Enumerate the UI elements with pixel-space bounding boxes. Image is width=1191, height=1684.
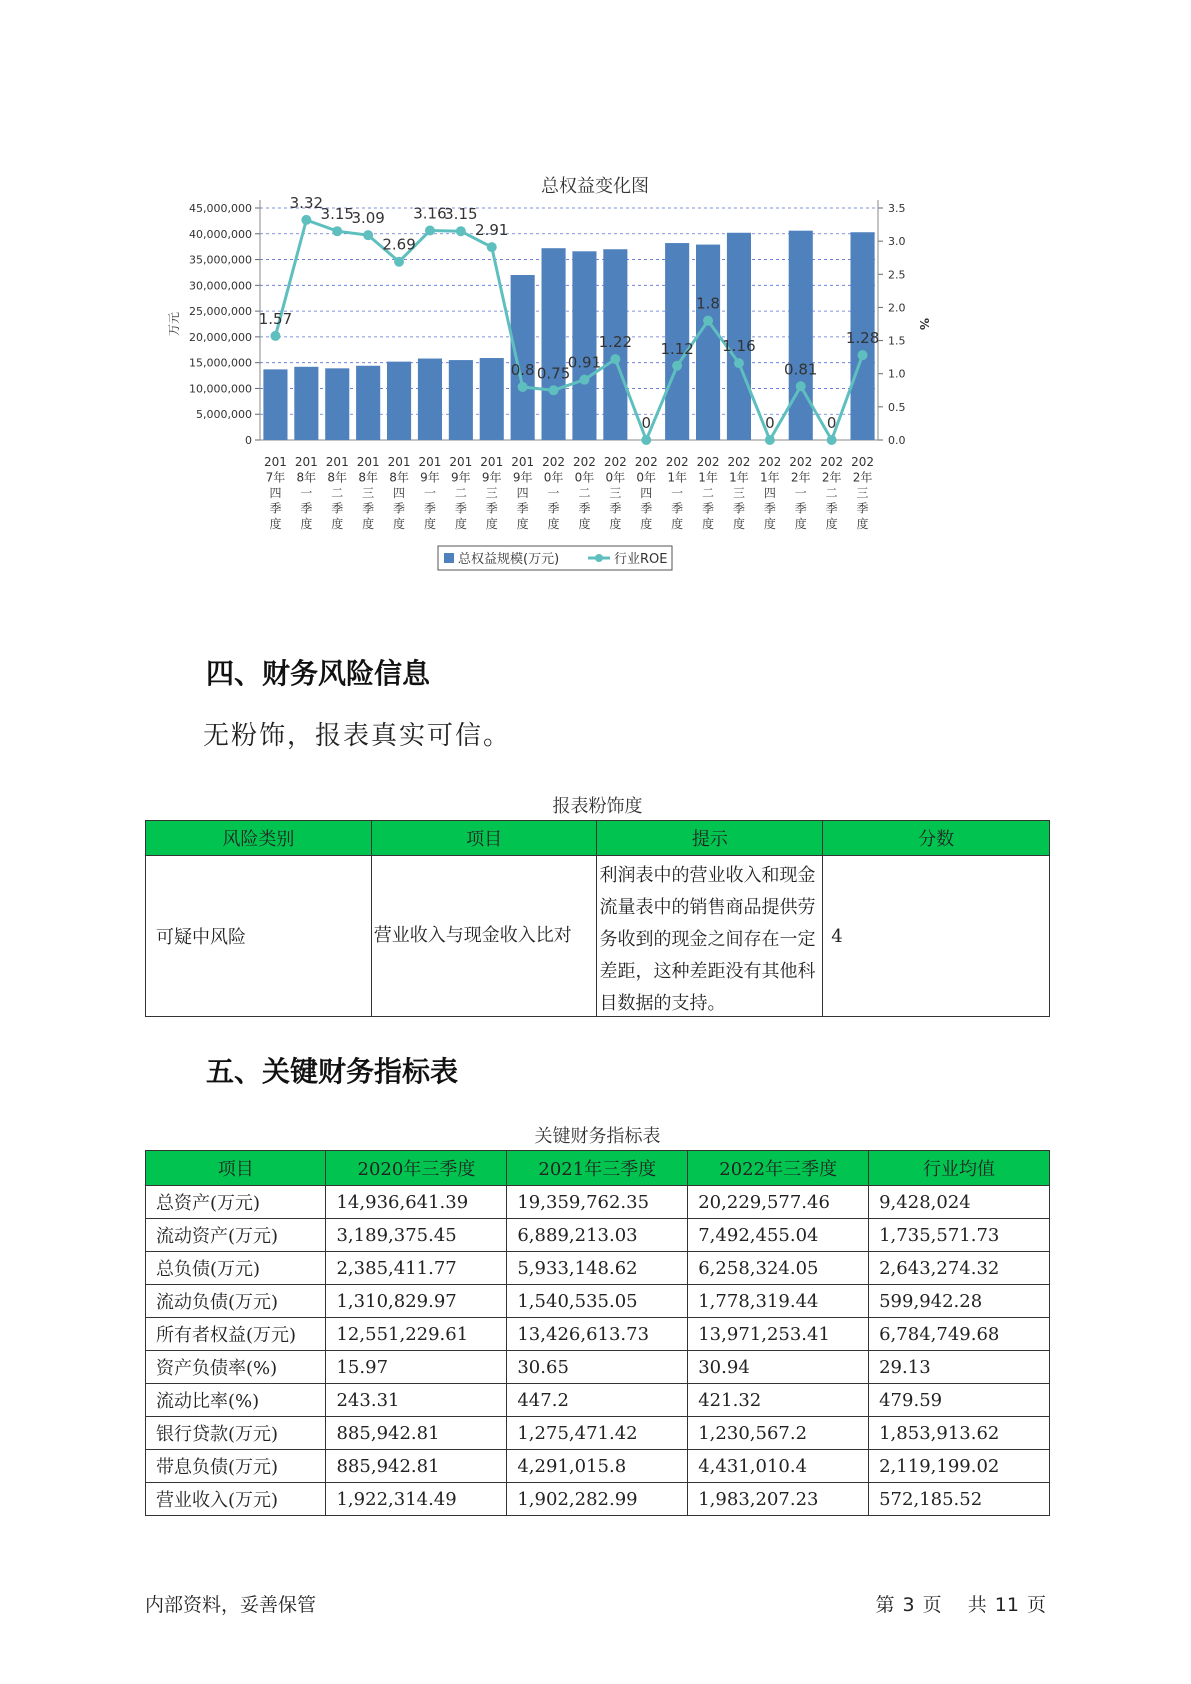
metric-value-cell: 572,185.52 xyxy=(869,1483,1050,1516)
x-tick-label: 度 xyxy=(547,517,560,531)
table-row xyxy=(146,1318,1050,1351)
x-tick-label: 一 xyxy=(300,486,313,500)
x-tick-label: 2年 xyxy=(821,470,842,485)
metric-value-cell: 447.2 xyxy=(507,1384,688,1417)
header-cell: 2021年三季度 xyxy=(507,1151,688,1186)
total-pages: 11 xyxy=(994,1594,1019,1616)
footer-confidential: 内部资料，妥善保管 xyxy=(145,1594,317,1616)
table-row xyxy=(146,1219,1050,1252)
x-tick-label: 201 xyxy=(480,455,504,469)
roe-data-label: 1.57 xyxy=(258,309,293,328)
metric-name-cell: 流动资产(万元) xyxy=(146,1219,326,1252)
metric-value-cell: 7,492,455.04 xyxy=(688,1219,869,1252)
x-tick-label: 1年 xyxy=(729,470,749,485)
x-tick-label: 季 xyxy=(671,501,684,516)
bar xyxy=(449,360,473,440)
metric-value-cell: 1,735,571.73 xyxy=(869,1219,1050,1252)
table-row xyxy=(146,1252,1050,1285)
x-tick-label: 202 xyxy=(603,455,627,469)
metric-value-cell: 3,189,375.45 xyxy=(326,1219,507,1252)
metric-value-cell: 29.13 xyxy=(869,1351,1050,1384)
x-tick-label: 季 xyxy=(609,501,622,516)
x-tick-label: 四 xyxy=(269,486,282,500)
x-tick-label: 度 xyxy=(331,517,344,531)
x-tick-label: 三 xyxy=(362,486,375,500)
x-tick-label: 度 xyxy=(794,517,807,531)
x-tick-label: 度 xyxy=(640,517,653,531)
roe-point xyxy=(672,361,682,371)
bar xyxy=(294,367,318,440)
x-tick-label: 201 xyxy=(325,455,349,469)
x-tick-label: 度 xyxy=(269,517,282,531)
x-tick-label: 201 xyxy=(449,455,473,469)
x-tick-label: 度 xyxy=(671,517,684,531)
x-tick-label: 季 xyxy=(640,501,653,516)
x-tick-label: 季 xyxy=(331,501,344,516)
roe-point xyxy=(765,435,775,445)
x-tick-label: 季 xyxy=(454,501,467,516)
metric-value-cell: 479.59 xyxy=(869,1384,1050,1417)
risk-table-caption: 报表粉饰度 xyxy=(552,796,643,817)
table-row xyxy=(146,1450,1050,1483)
x-tick-label: 202 xyxy=(758,455,782,469)
x-tick-label: 二 xyxy=(702,486,715,500)
x-tick-label: 202 xyxy=(665,455,689,469)
risk-table-header xyxy=(146,821,1050,856)
legend-bar-label: 总权益规模(万元) xyxy=(458,552,560,567)
x-tick-label: 四 xyxy=(640,486,653,500)
table-row xyxy=(146,1483,1050,1516)
header-cell: 2022年三季度 xyxy=(688,1151,869,1186)
roe-point xyxy=(610,354,620,364)
left-tick-label: 10,000,000 xyxy=(189,382,252,396)
x-tick-label: 201 xyxy=(418,455,442,469)
metric-value-cell: 15.97 xyxy=(326,1351,507,1384)
right-tick-label: 3.0 xyxy=(888,235,906,249)
x-tick-label: 度 xyxy=(763,517,776,531)
x-tick-label: 一 xyxy=(423,486,436,500)
x-tick-label: 三 xyxy=(485,486,498,500)
x-tick-label: 度 xyxy=(516,517,529,531)
header-cell: 项目 xyxy=(371,821,597,856)
roe-point xyxy=(734,358,744,368)
risk-score-cell: 4 xyxy=(823,856,1050,1017)
left-tick-label: 30,000,000 xyxy=(189,279,252,293)
roe-point xyxy=(641,435,651,445)
roe-data-label: 0.8 xyxy=(510,360,535,379)
metric-value-cell: 9,428,024 xyxy=(869,1186,1050,1219)
metric-value-cell: 1,902,282.99 xyxy=(507,1483,688,1516)
header-cell: 项目 xyxy=(146,1151,326,1186)
total-prefix: 共 xyxy=(967,1594,987,1616)
x-tick-label: 二 xyxy=(825,486,838,500)
roe-data-label: 0 xyxy=(765,414,775,432)
x-tick-label: 度 xyxy=(300,517,313,531)
x-tick-label: 9年 xyxy=(420,470,440,485)
x-tick-label: 度 xyxy=(393,517,406,531)
metric-value-cell: 19,359,762.35 xyxy=(507,1186,688,1219)
metric-value-cell: 13,426,613.73 xyxy=(507,1318,688,1351)
metric-value-cell: 1,310,829.97 xyxy=(326,1285,507,1318)
right-tick-label: 0.0 xyxy=(888,434,906,447)
roe-data-label: 1.16 xyxy=(722,337,756,356)
left-tick-label: 20,000,000 xyxy=(189,330,252,344)
metrics-table-caption: 关键财务指标表 xyxy=(534,1126,661,1147)
x-tick-label: 0年 xyxy=(605,470,626,485)
x-tick-label: 202 xyxy=(727,455,751,469)
right-tick-label: 1.5 xyxy=(888,334,906,348)
bar xyxy=(572,251,596,440)
risk-hint-cell xyxy=(597,856,823,1017)
x-tick-label: 一 xyxy=(671,486,684,500)
metric-value-cell: 30.65 xyxy=(507,1351,688,1384)
x-tick-label: 度 xyxy=(454,517,467,531)
metric-value-cell: 4,431,010.4 xyxy=(688,1450,869,1483)
page-unit: 页 xyxy=(922,1594,942,1616)
x-tick-label: 度 xyxy=(856,517,869,531)
x-tick-label: 季 xyxy=(578,501,591,516)
x-tick-label: 1年 xyxy=(667,470,687,485)
x-tick-label: 202 xyxy=(542,455,566,469)
metric-name-cell: 流动比率(%) xyxy=(146,1384,326,1417)
roe-point xyxy=(332,226,342,236)
metric-name-cell: 带息负债(万元) xyxy=(146,1450,326,1483)
roe-data-label: 0.81 xyxy=(784,360,818,379)
roe-data-label: 1.22 xyxy=(598,333,633,352)
chart-svg xyxy=(167,160,1020,620)
x-tick-label: 9年 xyxy=(512,470,533,485)
x-tick-label: 二 xyxy=(578,486,591,500)
x-tick-label: 7年 xyxy=(265,470,286,485)
right-tick-label: 3.5 xyxy=(888,202,906,215)
x-tick-label: 度 xyxy=(423,517,436,531)
roe-data-label: 3.15 xyxy=(444,205,478,224)
header-cell: 分数 xyxy=(823,821,1050,856)
metric-value-cell: 6,784,749.68 xyxy=(869,1318,1050,1351)
metric-name-cell: 营业收入(万元) xyxy=(146,1483,326,1516)
right-tick-label: 2.5 xyxy=(888,268,906,282)
metric-value-cell: 2,643,274.32 xyxy=(869,1252,1050,1285)
roe-data-label: 2.91 xyxy=(475,221,509,240)
x-tick-label: 度 xyxy=(485,517,498,531)
roe-point xyxy=(425,226,435,236)
x-tick-label: 三 xyxy=(609,486,622,500)
x-tick-label: 季 xyxy=(393,501,406,516)
header-cell: 风险类别 xyxy=(146,821,372,856)
roe-point xyxy=(549,385,559,395)
left-tick-label: 45,000,000 xyxy=(189,202,252,215)
x-tick-label: 201 xyxy=(387,455,411,469)
section4-paragraph: 无粉饰，报表真实可信。 xyxy=(203,721,512,751)
page-prefix: 第 xyxy=(875,1594,895,1616)
table-row xyxy=(146,1351,1050,1384)
x-tick-label: 四 xyxy=(763,486,776,500)
x-tick-label: 8年 xyxy=(358,470,378,485)
section5-heading: 五、关键财务指标表 xyxy=(206,1055,459,1088)
x-tick-label: 202 xyxy=(851,455,875,469)
x-tick-label: 二 xyxy=(454,486,467,500)
left-tick-label: 25,000,000 xyxy=(189,305,252,319)
metric-value-cell: 30.94 xyxy=(688,1351,869,1384)
page-number: 3 xyxy=(902,1594,915,1616)
chart-title: 总权益变化图 xyxy=(541,176,649,197)
x-tick-label: 一 xyxy=(547,486,560,500)
metric-value-cell: 12,551,229.61 xyxy=(326,1318,507,1351)
roe-point xyxy=(858,350,868,360)
right-tick-label: 1.0 xyxy=(888,367,906,381)
roe-data-label: 3.16 xyxy=(413,204,447,223)
x-tick-label: 2年 xyxy=(790,470,811,485)
left-tick-label: 5,000,000 xyxy=(196,408,252,422)
table-row xyxy=(146,1417,1050,1450)
bar xyxy=(263,369,287,440)
x-tick-label: 8年 xyxy=(389,470,409,485)
x-tick-label: 度 xyxy=(702,517,715,531)
roe-data-label: 3.32 xyxy=(289,193,324,212)
risk-hint-text: 利润表中的营业收入和现金流量表中的销售商品提供劳务收到的现金之间存在一定差距，这种差距没有其他科目数据的支持。 xyxy=(599,865,816,1014)
x-tick-label: 季 xyxy=(856,501,869,516)
x-tick-label: 201 xyxy=(263,455,287,469)
x-tick-label: 9年 xyxy=(451,470,471,485)
bar xyxy=(541,248,565,440)
x-tick-label: 1年 xyxy=(698,470,718,485)
roe-data-label: 0 xyxy=(826,414,837,432)
header-cell: 提示 xyxy=(597,821,823,856)
x-tick-label: 四 xyxy=(393,486,406,500)
roe-data-label: 0 xyxy=(641,414,652,432)
roe-data-label: 0.75 xyxy=(536,364,571,383)
metric-value-cell: 2,385,411.77 xyxy=(326,1252,507,1285)
metrics-table-body xyxy=(146,1186,1050,1516)
x-tick-label: 201 xyxy=(294,455,318,469)
roe-data-label: 0.91 xyxy=(567,353,602,372)
legend-line-label: 行业ROE xyxy=(614,552,668,567)
metric-name-cell: 总负债(万元) xyxy=(146,1252,326,1285)
total-unit: 页 xyxy=(1026,1594,1046,1616)
roe-point xyxy=(703,316,713,326)
metric-value-cell: 1,922,314.49 xyxy=(326,1483,507,1516)
roe-point xyxy=(301,215,311,225)
x-tick-label: 一 xyxy=(794,486,807,500)
risk-item-cell: 营业收入与现金收入比对 xyxy=(371,856,597,1017)
metric-value-cell: 13,971,253.41 xyxy=(688,1318,869,1351)
right-tick-label: 0.5 xyxy=(888,400,906,414)
legend-line-marker xyxy=(595,554,603,562)
x-tick-label: 季 xyxy=(516,501,529,516)
metric-name-cell: 所有者权益(万元) xyxy=(146,1318,326,1351)
metric-name-cell: 总资产(万元) xyxy=(146,1186,326,1219)
x-tick-label: 202 xyxy=(696,455,720,469)
x-tick-label: 2年 xyxy=(852,470,873,485)
x-tick-label: 三 xyxy=(856,486,869,500)
roe-point xyxy=(796,381,806,391)
x-tick-label: 0年 xyxy=(636,470,657,485)
x-tick-label: 季 xyxy=(732,501,745,516)
header-cell: 2020年三季度 xyxy=(326,1151,507,1186)
x-tick-label: 9年 xyxy=(481,470,502,485)
x-tick-label: 8年 xyxy=(296,470,317,485)
x-tick-label: 二 xyxy=(331,486,344,500)
x-tick-label: 8年 xyxy=(327,470,348,485)
x-tick-label: 季 xyxy=(300,501,313,516)
roe-data-label: 3.15 xyxy=(320,205,354,224)
left-tick-label: 40,000,000 xyxy=(189,227,252,241)
bar xyxy=(356,366,380,440)
x-tick-label: 201 xyxy=(356,455,380,469)
roe-data-label: 1.28 xyxy=(845,329,880,348)
bar xyxy=(325,368,349,440)
metric-value-cell: 599,942.28 xyxy=(869,1285,1050,1318)
x-tick-label: 季 xyxy=(547,501,560,516)
x-tick-label: 度 xyxy=(732,517,745,531)
metric-value-cell: 243.31 xyxy=(326,1384,507,1417)
x-tick-label: 季 xyxy=(362,501,375,516)
table-row xyxy=(146,1384,1050,1417)
metric-value-cell: 421.32 xyxy=(688,1384,869,1417)
right-axis-label: % xyxy=(917,317,931,331)
roe-data-label: 2.69 xyxy=(382,235,416,254)
x-tick-label: 季 xyxy=(423,501,436,516)
roe-data-label: 1.8 xyxy=(696,294,720,313)
x-tick-label: 201 xyxy=(511,455,535,469)
roe-point xyxy=(518,382,528,392)
x-tick-label: 202 xyxy=(634,455,658,469)
header-cell: 行业均值 xyxy=(869,1151,1050,1186)
right-tick-label: 2.0 xyxy=(888,301,906,315)
metrics-table xyxy=(145,1150,1050,1516)
metric-value-cell: 4,291,015.8 xyxy=(507,1450,688,1483)
bar xyxy=(418,359,442,440)
metric-value-cell: 1,853,913.62 xyxy=(869,1417,1050,1450)
metric-value-cell: 20,229,577.46 xyxy=(688,1186,869,1219)
x-tick-label: 0年 xyxy=(543,470,564,485)
x-tick-label: 202 xyxy=(572,455,596,469)
table-row xyxy=(146,856,1050,1017)
metric-value-cell: 6,258,324.05 xyxy=(688,1252,869,1285)
x-tick-label: 度 xyxy=(609,517,622,531)
bar xyxy=(511,275,535,440)
x-tick-label: 季 xyxy=(825,501,838,516)
legend-bar-swatch xyxy=(444,553,454,563)
risk-table xyxy=(145,820,1050,1017)
x-tick-label: 季 xyxy=(485,501,498,516)
section4-heading: 四、财务风险信息 xyxy=(206,657,431,690)
metric-value-cell: 1,540,535.05 xyxy=(507,1285,688,1318)
x-tick-label: 季 xyxy=(702,501,715,516)
metric-name-cell: 资产负债率(%) xyxy=(146,1351,326,1384)
left-tick-label: 0 xyxy=(245,434,252,447)
x-tick-label: 三 xyxy=(732,486,745,500)
roe-data-label: 1.12 xyxy=(660,339,694,358)
metric-name-cell: 银行贷款(万元) xyxy=(146,1417,326,1450)
table-row xyxy=(146,1285,1050,1318)
metric-value-cell: 1,983,207.23 xyxy=(688,1483,869,1516)
x-tick-label: 1年 xyxy=(760,470,780,485)
metric-value-cell: 1,275,471.42 xyxy=(507,1417,688,1450)
bar xyxy=(480,358,504,440)
x-tick-label: 202 xyxy=(789,455,813,469)
x-tick-label: 季 xyxy=(763,501,776,516)
x-tick-label: 四 xyxy=(516,486,529,500)
roe-point xyxy=(363,230,373,240)
equity-chart xyxy=(167,160,1020,620)
metric-value-cell: 1,230,567.2 xyxy=(688,1417,869,1450)
left-tick-label: 15,000,000 xyxy=(189,356,252,370)
roe-point xyxy=(456,226,466,236)
roe-point xyxy=(394,257,404,267)
metric-value-cell: 1,778,319.44 xyxy=(688,1285,869,1318)
x-tick-label: 0年 xyxy=(574,470,595,485)
x-tick-label: 度 xyxy=(362,517,375,531)
roe-point xyxy=(827,435,837,445)
footer-page-info xyxy=(872,1590,1050,1617)
x-tick-label: 度 xyxy=(578,517,591,531)
metric-name-cell: 流动负债(万元) xyxy=(146,1285,326,1318)
left-tick-label: 35,000,000 xyxy=(189,253,252,267)
metric-value-cell: 5,933,148.62 xyxy=(507,1252,688,1285)
x-tick-label: 季 xyxy=(269,501,282,516)
metric-value-cell: 2,119,199.02 xyxy=(869,1450,1050,1483)
roe-point xyxy=(270,331,280,341)
table-row xyxy=(146,1186,1050,1219)
x-tick-label: 季 xyxy=(794,501,807,516)
roe-point xyxy=(579,375,589,385)
metric-value-cell: 885,942.81 xyxy=(326,1450,507,1483)
left-axis-label: 万元 xyxy=(167,311,181,337)
metric-value-cell: 14,936,641.39 xyxy=(326,1186,507,1219)
risk-category-cell: 可疑中风险 xyxy=(146,856,372,1017)
metrics-table-header xyxy=(146,1151,1050,1186)
bar xyxy=(696,245,720,440)
bar xyxy=(789,231,813,440)
metric-value-cell: 885,942.81 xyxy=(326,1417,507,1450)
x-tick-label: 度 xyxy=(825,517,838,531)
x-tick-label: 202 xyxy=(820,455,844,469)
roe-data-label: 3.09 xyxy=(351,209,385,228)
bar xyxy=(387,362,411,440)
metric-value-cell: 6,889,213.03 xyxy=(507,1219,688,1252)
roe-point xyxy=(487,242,497,252)
